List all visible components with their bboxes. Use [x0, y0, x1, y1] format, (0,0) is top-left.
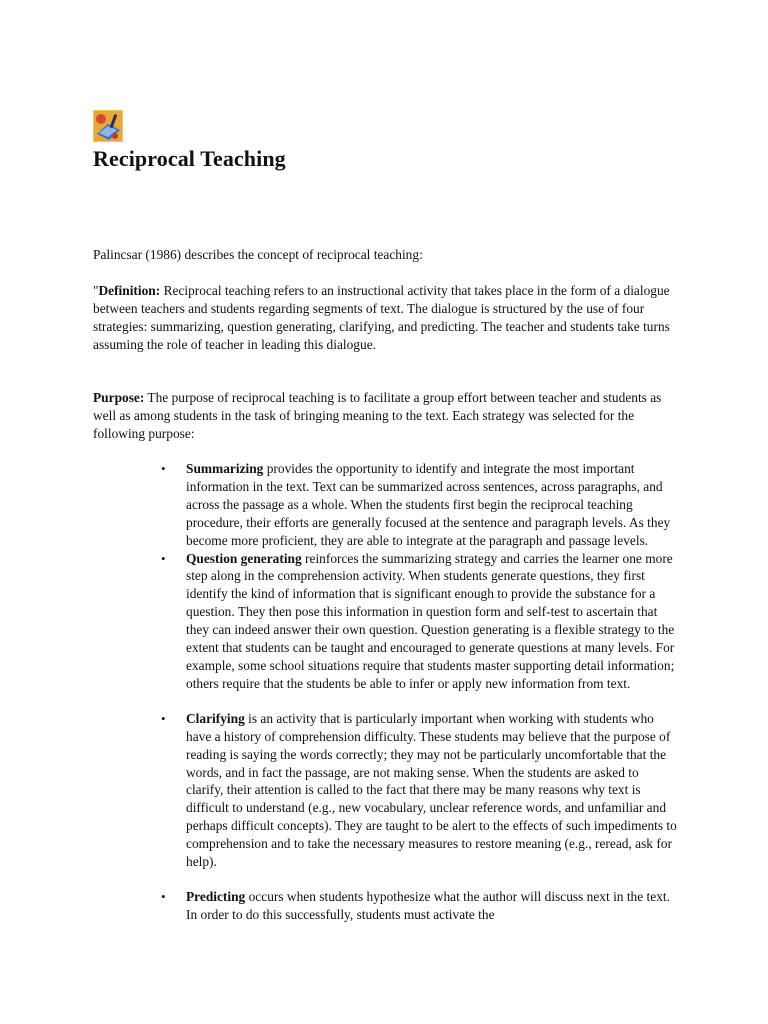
bullet-icon: • — [161, 888, 166, 904]
intro-paragraph: Palincsar (1986) describes the concept of reciprocal teaching: — [93, 247, 423, 262]
strategy-list — [161, 460, 678, 924]
definition-label: Definition: — [98, 283, 161, 298]
strategy-description: is an activity that is particularly important when working with students who have a history of comprehension difficulty. These students may believe that the purpose of reading is saying the words correctly; they may not be particularly uncomfortable that the words, and in fact the passage, are not making sense. When the students are asked to clarify, their attention is called to the fact that there may be many reasons why text is difficult to understand (e.g., new vocabulary, unclear reference words, and unfamiliar and perhaps difficult concepts). They are taught to be alert to the effects of such impediments to comprehension and to take the necessary measures to restore meaning (e.g., reread, ask for help). — [186, 710, 677, 870]
strategy-term: Summarizing — [186, 461, 264, 476]
page-title: Reciprocal Teaching — [93, 146, 286, 171]
book-logo-icon — [93, 110, 123, 142]
definition-quote: " — [93, 283, 99, 298]
strategy-term: Clarifying — [186, 710, 245, 726]
list-item-predicting — [161, 888, 678, 924]
purpose-paragraph — [93, 389, 679, 443]
list-item-clarifying — [161, 710, 678, 871]
definition-text: Reciprocal teaching refers to an instructional activity that takes place in the form of a dialogue between teachers and students regarding segments of text. The dialogue is structured by the use of four strategies: summarizing, question generating, clarifying, and predicting. The teacher and students take turns assuming the role of teacher in leading this dialogue. — [93, 283, 670, 352]
list-item-question-generating — [161, 550, 678, 693]
purpose-label: Purpose: — [93, 390, 145, 405]
bullet-icon: • — [161, 710, 166, 726]
strategy-description: provides the opportunity to identify and integrate the most important information in the text. Text can be summarized across sentences, across paragraphs, and across the passage as a whole. When the students first begin the reciprocal teaching procedure, their efforts are generally focused at the sentence and paragraph levels. As they become more proficient, they are able to integrate at the paragraph and passage levels. — [186, 461, 671, 548]
strategy-term: Question generating — [186, 550, 302, 566]
bullet-icon: • — [161, 461, 166, 476]
bullet-icon: • — [161, 550, 166, 566]
list-item-summarizing — [161, 460, 678, 550]
definition-paragraph — [93, 282, 679, 354]
strategy-description: reinforces the summarizing strategy and carries the learner one more step along in the comprehension activity. When students generate questions, they first identify the kind of information that is significant enough to provide the substance for a question. They then pose this information in question form and self-test to ascertain that they can indeed answer their own question. Question generating is a flexible strategy to the extent that students can be taught and encouraged to generate questions at many levels. For example, some school situations require that students master supporting detail information; others require that the students be able to infer or apply new information from text. — [186, 550, 675, 691]
strategy-term: Predicting — [186, 888, 246, 904]
strategy-description: occurs when students hypothesize what the author will discuss next in the text. In order to do this successfully, students must activate the — [186, 888, 670, 922]
purpose-text: The purpose of reciprocal teaching is to facilitate a group effort between teacher and students as well as among students in the task of bringing meaning to the text. Each strategy was selected for the following purpose: — [93, 390, 662, 441]
